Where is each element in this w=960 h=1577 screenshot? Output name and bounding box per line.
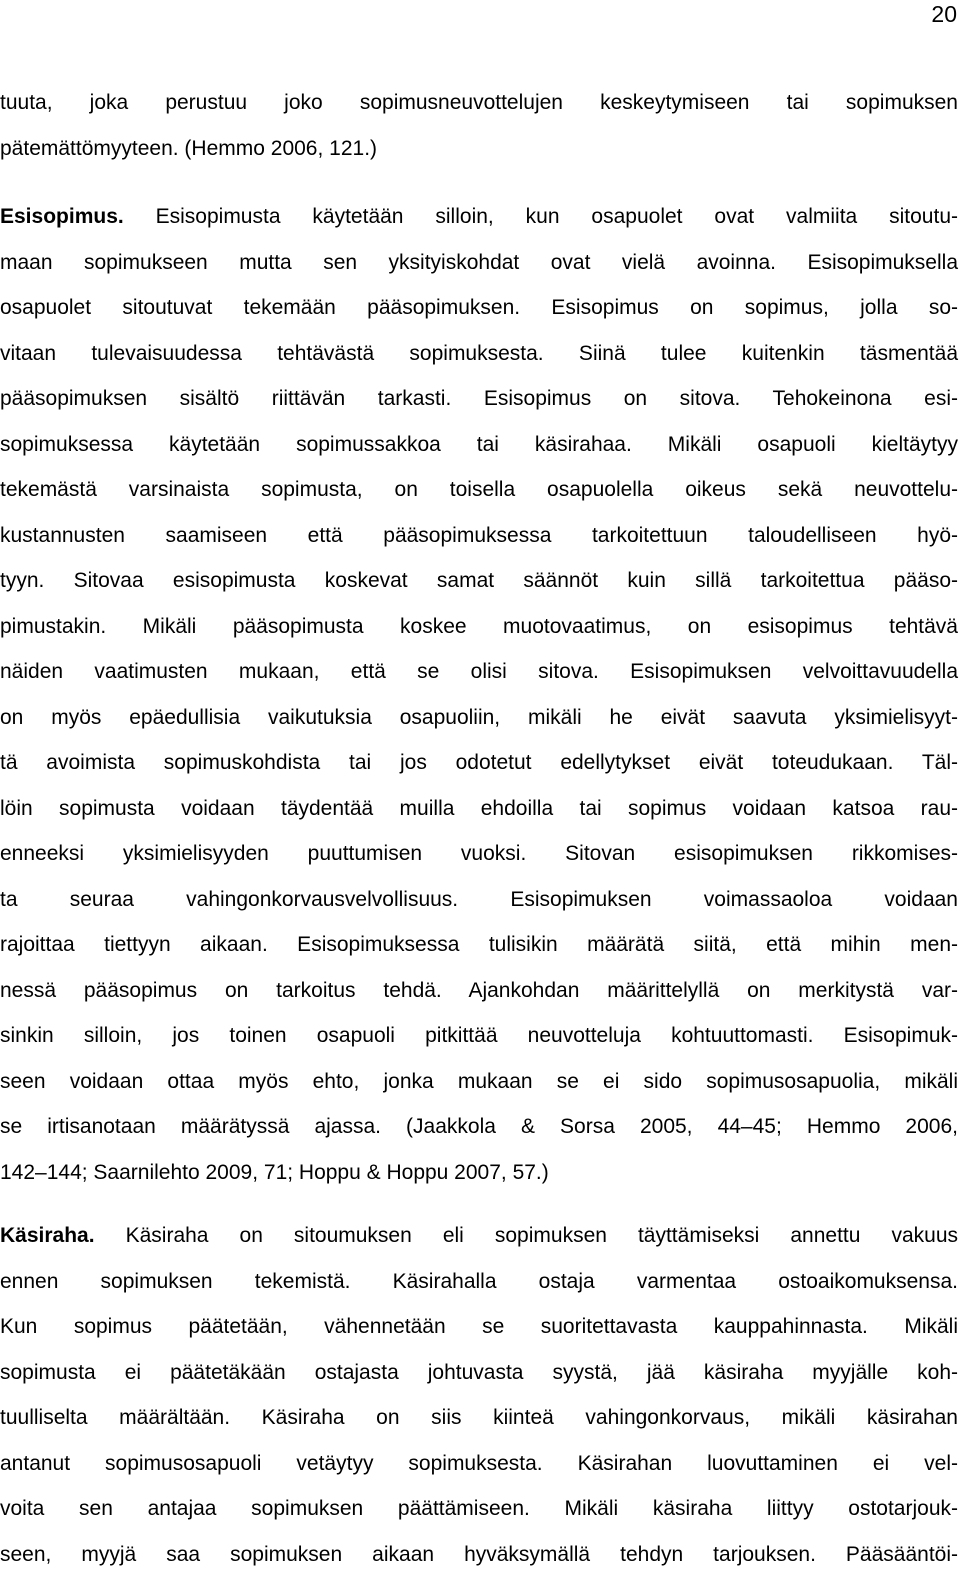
text-line <box>0 968 958 1014</box>
line-text: vitaan tulevaisuudessa tehtävästä sopimuksesta. Siinä tulee kuitenkin täsmentää <box>0 342 958 365</box>
text-line <box>0 331 958 377</box>
line-text: pimustakin. Mikäli pääsopimusta koskee muotovaatimus, on esisopimus tehtävä <box>0 615 958 638</box>
line-text: nessä pääsopimus on tarkoitus tehdä. Ajankohdan määrittelyllä on merkitystä var- <box>0 979 958 1002</box>
line-text: rajoittaa tiettyyn aikaan. Esisopimuksessa tulisikin määrätä siitä, että mihin men- <box>0 933 958 956</box>
line-text: tekemästä varsinaista sopimusta, on toisella osapuolella oikeus sekä neuvottelu- <box>0 478 958 501</box>
line-text: seen, myyjä saa sopimuksen aikaan hyväksymällä tehdyn tarjouksen. Pääsääntöi- <box>0 1543 958 1566</box>
text-line <box>0 1486 958 1532</box>
text-line <box>0 285 958 331</box>
text-line <box>0 80 958 126</box>
line-text: Käsiraha on sitoumuksen eli sopimuksen täyttämiseksi annettu vakuus <box>95 1224 958 1247</box>
text-line <box>0 877 958 923</box>
text-line <box>0 786 958 832</box>
text-line <box>0 1013 958 1059</box>
text-line <box>0 240 958 286</box>
text-line <box>0 194 958 240</box>
text-line <box>0 467 958 513</box>
defined-term: Käsiraha. <box>0 1224 95 1247</box>
text-line <box>0 1259 958 1305</box>
line-text: tuulliselta määrältään. Käsiraha on siis kiinteä vahingonkorvaus, mikäli käsirahan <box>0 1406 958 1429</box>
text-line <box>0 604 958 650</box>
text-line <box>0 1441 958 1487</box>
line-text: osapuolet sitoutuvat tekemään pääsopimuksen. Esisopimus on sopimus, jolla so- <box>0 296 958 319</box>
line-text: näiden vaatimusten mukaan, että se olisi sitova. Esisopimuksen velvoittavuudella <box>0 660 958 683</box>
line-text: maan sopimukseen mutta sen yksityiskohdat ovat vielä avoinna. Esisopimuksella <box>0 251 958 274</box>
text-line <box>0 1304 958 1350</box>
text-line <box>0 1350 958 1396</box>
text-line <box>0 422 958 468</box>
line-text: tuuta, joka perustuu joko sopimusneuvottelujen keskeytymiseen tai sopimuksen <box>0 91 958 114</box>
text-line <box>0 376 958 422</box>
line-text: enneeksi yksimielisyyden puuttumisen vuoksi. Sitovan esisopimuksen rikkomises- <box>0 842 958 865</box>
text-line <box>0 695 958 741</box>
line-text: tä avoimista sopimuskohdista tai jos odotetut edellytykset eivät toteudukaan. Täl- <box>0 751 958 774</box>
page-number: 20 <box>931 0 957 28</box>
text-line <box>0 1213 958 1259</box>
line-text: ta seuraa vahingonkorvausvelvollisuus. Esisopimuksen voimassaoloa voidaan <box>0 888 958 911</box>
text-line <box>0 1150 958 1196</box>
text-line <box>0 126 958 172</box>
line-text: seen voidaan ottaa myös ehto, jonka mukaan se ei sido sopimusosapuolia, mikäli <box>0 1070 958 1093</box>
text-line <box>0 1104 958 1150</box>
paragraph-continuation <box>0 80 958 171</box>
text-line <box>0 1059 958 1105</box>
paragraph-kasiraha <box>0 1213 958 1577</box>
line-text: löin sopimusta voidaan täydentää muilla ehdoilla tai sopimus voidaan katsoa rau- <box>0 797 958 820</box>
line-text: tyyn. Sitovaa esisopimusta koskevat samat säännöt kuin sillä tarkoitettua pääso- <box>0 569 958 592</box>
line-text: sopimusta ei päätetäkään ostajasta johtuvasta syystä, jää käsiraha myyjälle koh- <box>0 1361 958 1384</box>
line-text: antanut sopimusosapuoli vetäytyy sopimuksesta. Käsirahan luovuttaminen ei vel- <box>0 1452 958 1475</box>
text-line <box>0 1532 958 1577</box>
line-text: 142–144; Saarnilehto 2009, 71; Hoppu & Hoppu 2007, 57.) <box>0 1161 549 1184</box>
line-text: voita sen antajaa sopimuksen päättämiseen. Mikäli käsiraha liittyy ostotarjouk- <box>0 1497 958 1520</box>
text-line <box>0 922 958 968</box>
text-line <box>0 740 958 786</box>
text-line <box>0 558 958 604</box>
defined-term: Esisopimus. <box>0 205 124 228</box>
line-text: sinkin silloin, jos toinen osapuoli pitkittää neuvotteluja kohtuuttomasti. Esisopimuk- <box>0 1024 958 1047</box>
text-line <box>0 649 958 695</box>
line-text: pätemättömyyteen. (Hemmo 2006, 121.) <box>0 137 377 160</box>
text-line <box>0 1395 958 1441</box>
text-line <box>0 513 958 559</box>
line-text: se irtisanotaan määrätyssä ajassa. (Jaakkola & Sorsa 2005, 44–45; Hemmo 2006, <box>0 1115 958 1138</box>
text-line <box>0 831 958 877</box>
line-text: Esisopimusta käytetään silloin, kun osapuolet ovat valmiita sitoutu- <box>124 205 958 228</box>
line-text: sopimuksessa käytetään sopimussakkoa tai käsirahaa. Mikäli osapuoli kieltäytyy <box>0 433 958 456</box>
line-text: Kun sopimus päätetään, vähennetään se suoritettavasta kauppahinnasta. Mikäli <box>0 1315 958 1338</box>
line-text: pääsopimuksen sisältö riittävän tarkasti. Esisopimus on sitova. Tehokeinona esi- <box>0 387 958 410</box>
line-text: kustannusten saamiseen että pääsopimuksessa tarkoitettuun taloudelliseen hyö- <box>0 524 958 547</box>
line-text: ennen sopimuksen tekemistä. Käsirahalla ostaja varmentaa ostoaikomuksensa. <box>0 1270 958 1293</box>
line-text: on myös epäedullisia vaikutuksia osapuoliin, mikäli he eivät saavuta yksimielisyyt- <box>0 706 958 729</box>
paragraph-esisopimus <box>0 194 958 1195</box>
